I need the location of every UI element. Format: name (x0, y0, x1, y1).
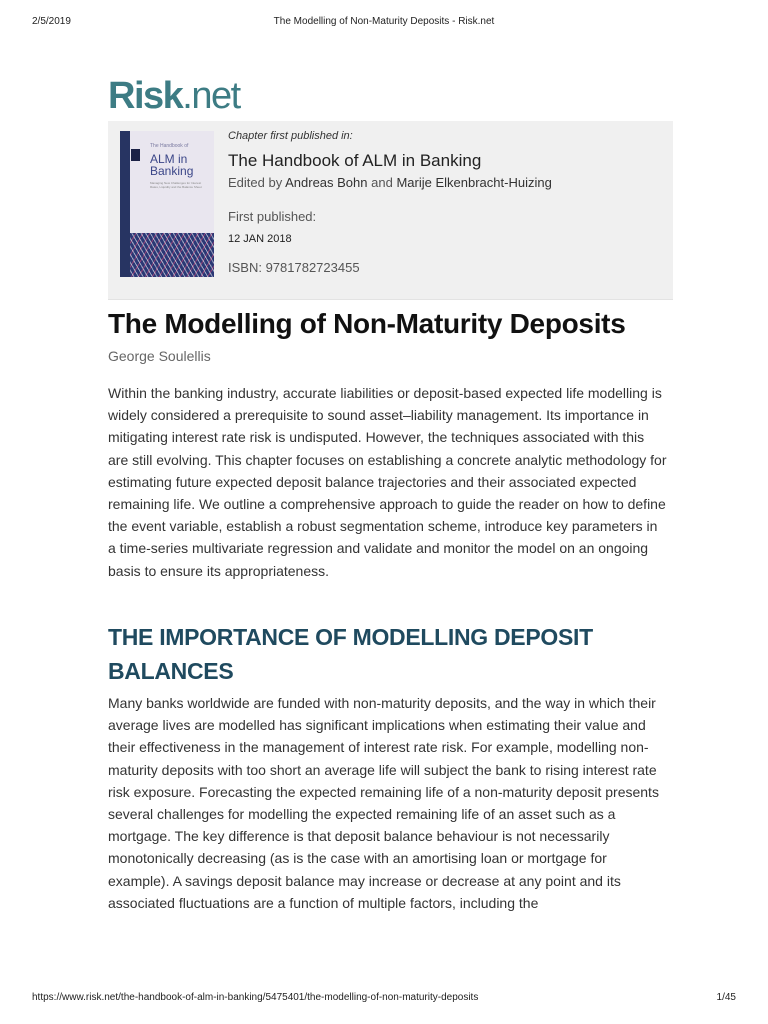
edited-by-line (228, 175, 552, 190)
first-published-label: First published: (228, 209, 317, 224)
chapter-info-box (108, 121, 673, 300)
print-page-title: The Modelling of Non-Maturity Deposits - Risk.net (273, 16, 495, 27)
editor-and: and (371, 175, 393, 190)
edited-by-prefix: Edited by (228, 175, 283, 190)
section-body-paragraph: Many banks worldwide are funded with non-maturity deposits, and the way in which their average lives are modelled has significant implications when estimating their value and their effectiveness in the management of interest rate risk. For example, modelling non-maturity deposits with too short an average life will subject the bank to rising interest rate risk exposure. Forecasting the expected remaining life of a non-maturity deposit presents several challenges for modelling the expected remaining life of an asset such as a mortgage. The key difference is that deposit balance behaviour is not necessarily monotonically decreasing (as is the case with an amortising loan or mortgage for example). A savings deposit balance may increase or decrease at any point and its associated fluctuations are a function of multiple factors, including the (108, 695, 659, 911)
editor-link-1[interactable]: Andreas Bohn (285, 175, 368, 190)
section-heading: THE IMPORTANCE OF MODELLING DEPOSIT BALANCES (108, 624, 593, 684)
print-url: https://www.risk.net/the-handbook-of-alm-in-banking/5475401/the-modelling-of-non-maturity-deposits (32, 992, 479, 1003)
logo-net-text: .net (182, 75, 240, 117)
print-page-number: 1/45 (716, 992, 736, 1003)
publisher-badge-icon (131, 149, 140, 161)
article-title: The Modelling of Non-Maturity Deposits (108, 308, 626, 339)
first-published-date: 12 JAN 2018 (228, 233, 292, 245)
print-date: 2/5/2019 (32, 16, 71, 27)
cover-title: ALM in Banking (150, 152, 194, 178)
book-title-link[interactable]: The Handbook of ALM in Banking (228, 151, 482, 170)
print-header (32, 16, 736, 30)
cover-small-title: The Handbook of (150, 143, 189, 149)
article-author[interactable]: George Soulellis (108, 348, 211, 364)
logo-risk-text: Risk (108, 75, 183, 117)
cover-spine (120, 131, 130, 277)
editor-link-2[interactable]: Marije Elkenbracht-Huizing (396, 175, 552, 190)
cover-pattern (130, 233, 214, 277)
cover-subtitle: Managing New Challenges for Interest Rates, Liquidity and the Balance Sheet (150, 181, 202, 189)
print-footer (32, 992, 736, 1006)
article-abstract: Within the banking industry, accurate liabilities or deposit-based expected life modelling is widely considered a prerequisite to sound asset–liability management. Its importance in mitigating interest rate risk is undisputed. However, the techniques associated with this are still evolving. This chapter focuses on establishing a concrete analytic methodology for estimating future expected deposit balance trajectories and their associated expected remaining life. We outline a comprehensive approach to guide the reader on how to define the event variable, establish a robust segmentation scheme, introduce key parameters in a time-series multivariate regression and validate and monitor the model on an ongoing basis to ensure its appropriateness. (108, 385, 667, 579)
book-cover-image[interactable] (120, 131, 214, 277)
chapter-published-label: Chapter first published in: (228, 130, 353, 142)
risk-net-logo[interactable] (108, 76, 240, 116)
isbn-text: ISBN: 9781782723455 (228, 260, 360, 275)
